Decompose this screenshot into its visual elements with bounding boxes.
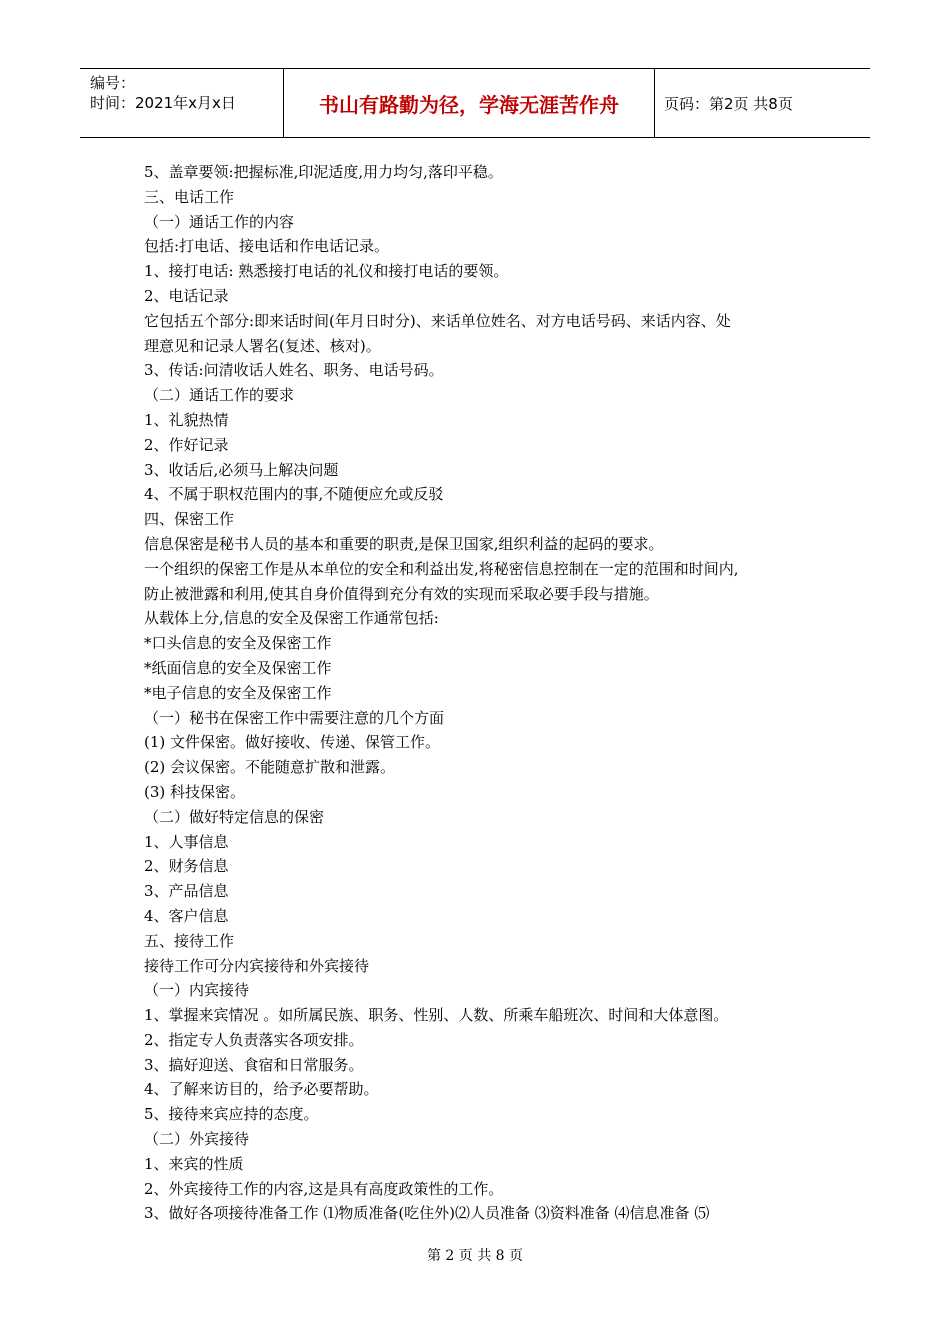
body-line: 1、掌握来宾情况 。如所属民族、职务、性别、人数、所乘车船班次、时间和大体意图。 [144,1006,729,1025]
body-line: 从载体上分,信息的安全及保密工作通常包括: [144,609,439,628]
body-line: 2、电话记录 [144,286,229,305]
body-line: 3、产品信息 [144,882,229,901]
body-line: *纸面信息的安全及保密工作 [144,658,332,677]
body-line: （一）通话工作的内容 [144,212,295,231]
document-body [144,160,824,1226]
body-line: （一）秘书在保密工作中需要注意的几个方面 [144,708,445,727]
body-line: 3、搞好迎送、食宿和日常服务。 [144,1055,364,1074]
body-line: （二）通话工作的要求 [144,386,295,405]
body-line: 5、盖章要领:把握标准,印泥适度,用力均匀,落印平稳。 [144,163,503,181]
body-line: 4、不属于职权范围内的事,不随便应允或反驳 [144,485,444,504]
body-line: 三、电话工作 [144,187,235,206]
body-line: 2、作好记录 [144,435,229,454]
body-line: 3、传话:问清收话人姓名、职务、电话号码。 [144,361,444,380]
body-line: 理意见和记录人署名(复述、核对)。 [144,336,381,355]
body-line: *电子信息的安全及保密工作 [144,683,332,702]
body-line: 1、接打电话: 熟悉接打电话的礼仪和接打电话的要领。 [144,262,509,281]
document-number-label: 编号： [90,74,136,92]
body-line: （一）内宾接待 [144,981,250,1000]
body-line: 1、人事信息 [144,832,229,851]
body-line: *口头信息的安全及保密工作 [144,634,332,653]
header-motto: 书山有路勤为径，学海无涯苦作舟 [319,92,619,117]
header-divider [654,69,655,137]
body-line: (1) 文件保密。做好接收、传递、保管工作。 [144,733,441,752]
body-line: 它包括五个部分:即来话时间(年月日时分)、来话单位姓名、对方电话号码、来话内容、处 [144,311,731,330]
body-line: 防止被泄露和利用,使其自身价值得到充分有效的实现而采取必要手段与措施。 [144,584,659,603]
body-line: 2、外宾接待工作的内容,这是具有高度政策性的工作。 [144,1179,504,1198]
body-line: 五、接待工作 [144,931,235,950]
body-line: 5、接待来宾应持的态度。 [144,1105,319,1124]
body-line: 接待工作可分内宾接待和外宾接待 [144,956,370,975]
body-line: 3、收话后,必须马上解决问题 [144,460,339,479]
header-page-number: 页码：第2页 共8页 [664,94,793,113]
body-line: （二）做好特定信息的保密 [144,807,325,826]
header-left [90,73,236,113]
body-line: 包括:打电话、接电话和作电话记录。 [144,237,390,256]
body-line: 2、财务信息 [144,857,229,876]
body-line: 四、保密工作 [144,510,235,529]
body-line: 1、礼貌热情 [144,410,229,429]
body-line: （二）外宾接待 [144,1130,250,1149]
body-line: 一个组织的保密工作是从本单位的安全和利益出发,将秘密信息控制在一定的范围和时间内, [144,559,739,578]
body-line: 4、了解来访目的，给予必要帮助。 [144,1080,379,1099]
body-line: (2) 会议保密。不能随意扩散和泄露。 [144,758,396,777]
body-line: 2、指定专人负责落实各项安排。 [144,1030,364,1049]
body-line: 1、来宾的性质 [144,1154,244,1173]
page-header [80,68,870,138]
body-line: 4、客户信息 [144,906,229,925]
body-line: 信息保密是秘书人员的基本和重要的职责,是保卫国家,组织利益的起码的要求。 [144,534,664,553]
document-time-label: 时间：2021年x月x日 [90,94,236,112]
body-line: 3、做好各项接待准备工作 ⑴物质准备(吃住外)⑵人员准备 ⑶资料准备 ⑷信息准备 ⑸ [144,1204,710,1223]
body-line: (3) 科技保密。 [144,782,246,801]
page-footer: 第 2 页 共 8 页 [426,1248,524,1264]
